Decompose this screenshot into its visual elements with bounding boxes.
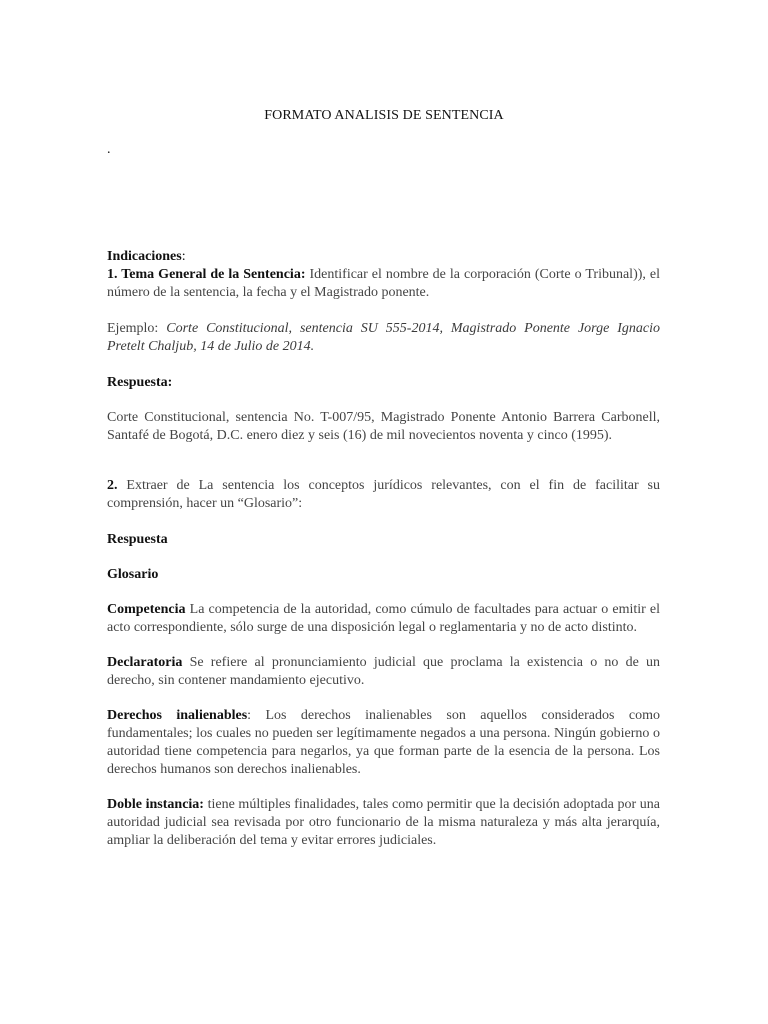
respuesta-2-heading [107, 531, 660, 549]
document-body [107, 248, 660, 850]
glossary-entry-competencia [107, 601, 660, 637]
example-paragraph [107, 320, 660, 356]
glossary-term: Declaratoria [107, 655, 183, 670]
document-title: FORMATO ANALISIS DE SENTENCIA [264, 108, 504, 123]
glossary-entry-doble-instancia [107, 796, 660, 850]
glosario-heading [107, 566, 660, 584]
glossary-term: Derechos inalienables [107, 708, 248, 723]
respuesta-2-label: Respuesta [107, 532, 168, 547]
indicaciones-heading [107, 248, 660, 266]
indicaciones-colon: : [181, 249, 186, 264]
respuesta-1-label: Respuesta: [107, 375, 173, 390]
glosario-label: Glosario [107, 567, 159, 582]
item-1-text: Identificar el nombre de la corporación (Corte o Tribunal)), el número de la sentencia, la fecha y el Magistrado ponente. [107, 267, 660, 300]
example-text: Corte Constitucional, sentencia SU 555-2014, Magistrado Ponente Jorge Ignacio Pretelt Chaljub, 14 de Julio de 2014. [107, 321, 661, 354]
item-1 [107, 266, 660, 302]
glossary-term: Competencia [107, 602, 186, 617]
glossary-definition: tiene múltiples finalidades, tales como permitir que la decisión adoptada por una autoridad judicial sea revisada por otro funcionario de la misma naturaleza y más alta jerarquía, ampliar la deliberación del tema y evitar errores judiciales. [107, 797, 660, 848]
glossary-definition: : Los derechos inalienables son aquellos considerados como fundamentales; los cuales no pueden ser legítimamente negados a una persona. Ningún gobierno o autoridad tiene competencia para negarlos, ya que forman parte de la esencia de la persona. Los derechos humanos son derechos inalienables. [107, 708, 660, 777]
item-2 [107, 477, 660, 513]
respuesta-1-text: Corte Constitucional, sentencia No. T-007/95, Magistrado Ponente Antonio Barrera Carbonell, Santafé de Bogotá, D.C. enero diez y seis (16) de mil novecientos noventa y cinco (1995). [107, 410, 660, 443]
glossary-definition: Se refiere al pronunciamiento judicial que proclama la existencia o no de un derecho, sin contener mandamiento ejecutivo. [107, 655, 660, 688]
glossary-definition: La competencia de la autoridad, como cúmulo de facultades para actuar o emitir el acto correspondiente, sólo surge de una disposición legal o reglamentaria y no de acto distinto. [107, 602, 660, 635]
item-1-title: 1. Tema General de la Sentencia: [107, 267, 306, 282]
stray-dot: . [107, 142, 111, 157]
respuesta-1-heading [107, 374, 660, 392]
indicaciones-label: Indicaciones [107, 249, 182, 264]
item-2-number: 2. [107, 478, 118, 493]
example-label: Ejemplo: [107, 321, 167, 336]
glossary-entry-derechos-inalienables [107, 707, 660, 779]
glossary-entry-declaratoria [107, 654, 660, 690]
glossary-term: Doble instancia: [107, 797, 204, 812]
item-2-text: Extraer de La sentencia los conceptos jurídicos relevantes, con el fin de facilitar su comprensión, hacer un “Glosario”: [107, 478, 660, 511]
